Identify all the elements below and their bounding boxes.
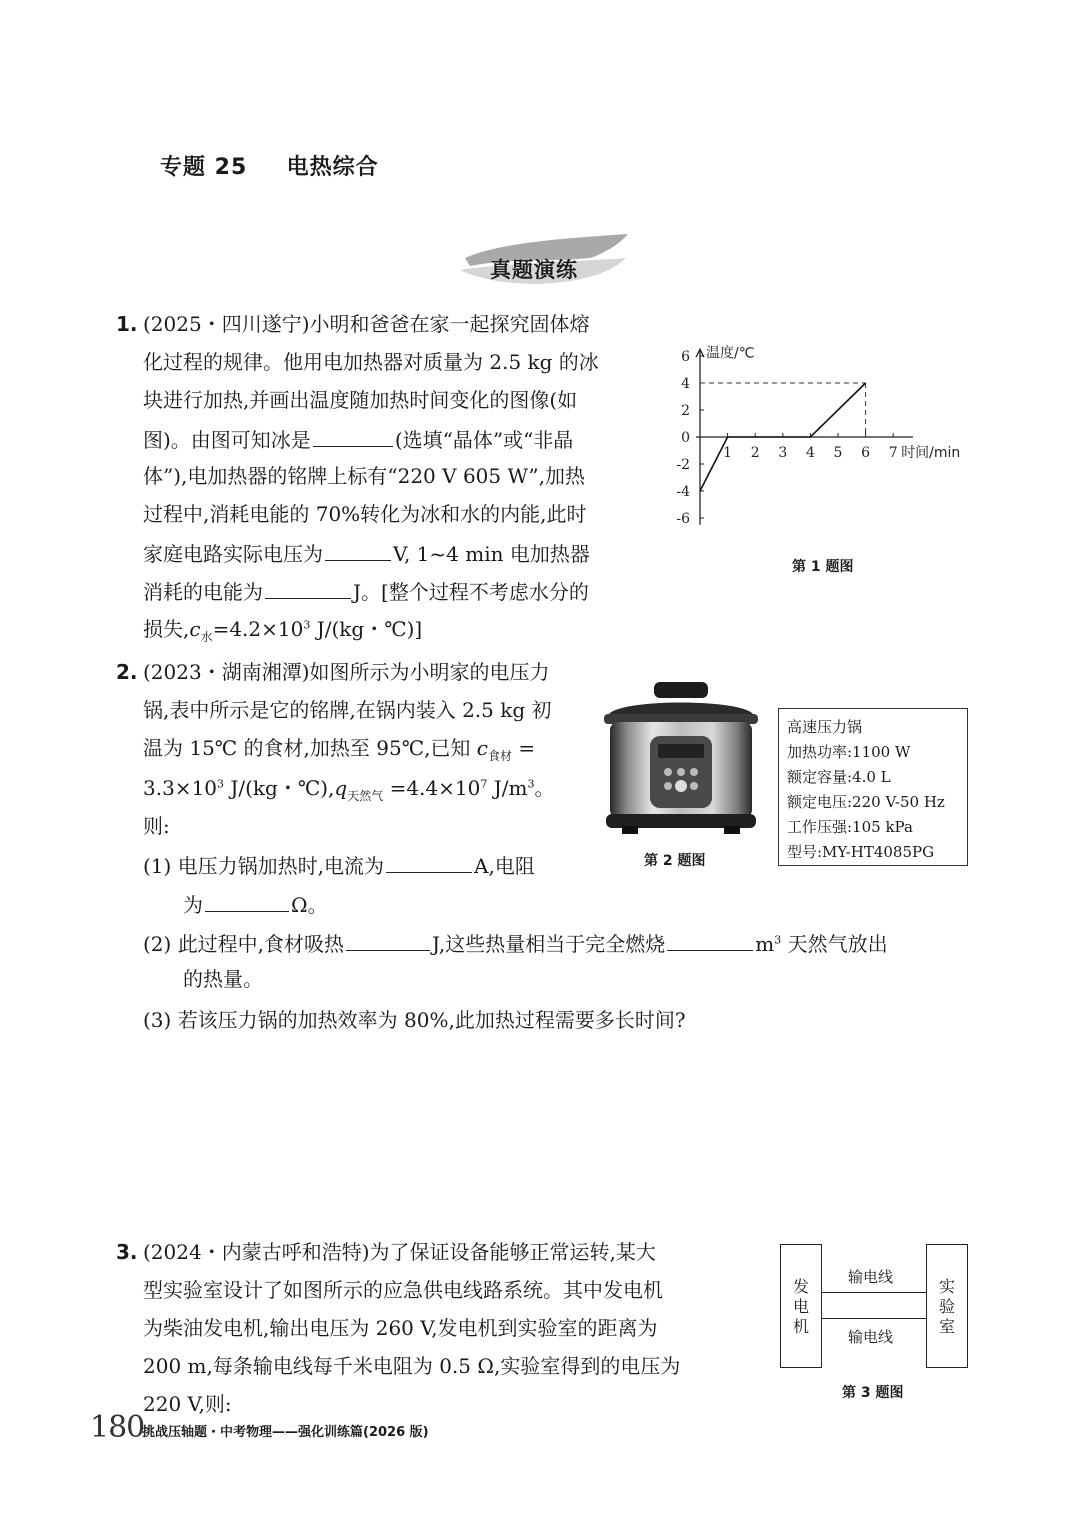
q2-number: 2. [116, 660, 138, 684]
power-line-top [822, 1292, 926, 1293]
q2-part-2-text-c: m [755, 932, 775, 956]
q1-line-1: (2025・四川遂宁)小明和爸爸在家一起探究固体熔 [143, 312, 590, 336]
q1-answer-blank-1[interactable] [313, 426, 393, 447]
q2-part-1-text-a: (1) 电压力锅加热时,电流为 [143, 854, 385, 878]
q1-number: 1. [116, 312, 138, 336]
y-tick-label: 0 [681, 430, 690, 446]
q2-exponent-3: 3 [527, 777, 535, 791]
topic-name: 电热综合 [286, 155, 379, 180]
topic-label: 专题 25 [160, 155, 248, 180]
laboratory-label-char: 验 [938, 1297, 955, 1316]
q2-line-4 [143, 776, 555, 803]
q2-line-4-text-c: =4.4×10 [383, 776, 481, 800]
q2-exponent-1: 3 [217, 777, 225, 791]
y-tick-label: -2 [676, 457, 690, 473]
q1-line-9-text-b: =4.2×10 [212, 617, 304, 641]
q2-line-4-text-e: 。 [534, 776, 555, 800]
x-tick-label: 7 [888, 445, 898, 461]
q2-symbol-q: q [334, 776, 348, 800]
q3-number: 3. [116, 1240, 138, 1264]
generator-label-char: 机 [792, 1317, 809, 1336]
q1-line-7 [143, 540, 590, 566]
q2-part-1-line-1 [143, 852, 535, 878]
q1-line-8 [143, 578, 589, 604]
page-number: 180 [90, 1410, 145, 1445]
q2-nameplate-table [778, 708, 968, 866]
nameplate-row: 工作压强:105 kPa [787, 818, 913, 836]
q2-symbol-c-sub: 食材 [488, 749, 513, 763]
q1-line-4 [143, 426, 573, 452]
y-tick-label: -6 [676, 511, 690, 527]
q1-line-7-text-a: 家庭电路实际电压为 [143, 542, 323, 566]
q2-figure-caption: 第 2 题图 [644, 853, 706, 869]
q1-line-9-text-a: 损失, [143, 617, 190, 641]
x-tick-label: 2 [750, 445, 760, 461]
power-line-top-label: 输电线 [848, 1268, 894, 1286]
nameplate-row: 额定容量:4.0 L [787, 768, 891, 786]
q2-part-2-exponent: 3 [774, 933, 782, 947]
q2-answer-blank-heat[interactable] [346, 930, 430, 951]
section-title: 真题演练 [490, 258, 578, 282]
q1-line-6: 过程中,消耗电能的 70%转化为冰和水的内能,此时 [143, 502, 587, 526]
x-tick-label: 3 [778, 445, 788, 461]
q1-exponent: 3 [303, 618, 311, 632]
laboratory-box [926, 1244, 968, 1368]
x-tick-label: 6 [861, 445, 871, 461]
nameplate-row: 高速压力锅 [787, 718, 863, 736]
q2-part-2-line-1 [143, 930, 888, 956]
q1-line-4-text-b: (选填“晶体”或“非晶 [394, 428, 574, 452]
pressure-cooker-image [592, 676, 770, 844]
q2-line-1: (2023・湖南湘潭)如图所示为小明家的电压力 [143, 660, 550, 684]
q1-line-9 [143, 617, 423, 644]
y-tick-label: -4 [676, 484, 690, 500]
q1-line-8-text-b: J。[整个过程不考虑水分的 [353, 580, 589, 604]
x-tick-label: 4 [805, 445, 815, 461]
generator-label-char: 发 [792, 1277, 809, 1296]
q3-figure-caption: 第 3 题图 [842, 1385, 904, 1401]
q1-line-4-text-a: 图)。由图可知冰是 [143, 428, 311, 452]
q3-line-1: (2024・内蒙古呼和浩特)为了保证设备能够正常运转,某大 [143, 1240, 656, 1264]
q3-power-line-diagram [776, 1244, 970, 1370]
x-tick-label: 1 [723, 445, 733, 461]
q1-line-8-text-a: 消耗的电能为 [143, 580, 263, 604]
q1-answer-blank-2[interactable] [325, 540, 391, 561]
q3-line-4: 200 m,每条输电线每千米电阻为 0.5 Ω,实验室得到的电压为 [143, 1354, 681, 1378]
topic-title [160, 150, 379, 181]
y-tick-label: 4 [681, 376, 690, 392]
q1-symbol-c-sub: 水 [200, 630, 213, 644]
q2-line-3 [143, 736, 536, 763]
power-line-bottom-label: 输电线 [848, 1328, 894, 1346]
q2-part-2-text-d: 天然气放出 [781, 932, 888, 956]
q2-part-1-text-d: Ω。 [291, 893, 328, 917]
q2-part-1-text-b: A,电阻 [474, 854, 535, 878]
q2-symbol-q-sub: 天然气 [347, 789, 384, 803]
q2-symbol-c: c [476, 736, 488, 760]
laboratory-label-char: 实 [938, 1277, 955, 1296]
q1-line-3: 块进行加热,并画出温度随加热时间变化的图像(如 [143, 388, 578, 412]
generator-box [780, 1244, 822, 1368]
q1-answer-blank-3[interactable] [265, 578, 351, 599]
q2-line-3-text-a: 温为 15℃ 的食材,加热至 95℃,已知 [143, 736, 477, 760]
y-tick-label: 6 [681, 349, 690, 365]
q2-part-1-text-c: 为 [183, 893, 203, 917]
q2-answer-blank-current[interactable] [386, 852, 472, 873]
q2-line-5: 则: [143, 814, 170, 838]
q2-part-1-line-2 [183, 891, 328, 917]
laboratory-label-char: 室 [938, 1317, 955, 1336]
q2-part-2-text-a: (2) 此过程中,食材吸热 [143, 932, 345, 956]
book-title: 挑战压轴题・中考物理——强化训练篇(2026 版) [142, 1425, 429, 1440]
q2-line-4-text-d: J/m [487, 776, 528, 800]
q1-line-7-text-b: V, 1~4 min 电加热器 [393, 542, 590, 566]
q1-line-5: 体”),电加热器的铭牌上标有“220 V 605 W”,加热 [143, 464, 585, 488]
x-axis-label: 时间/min [901, 445, 961, 461]
q1-temperature-time-chart [660, 322, 980, 552]
q2-line-2: 锅,表中所示是它的铭牌,在锅内装入 2.5 kg 初 [143, 698, 552, 722]
nameplate-row: 型号:MY-HT4085PG [787, 843, 935, 861]
q1-figure-caption: 第 1 题图 [792, 559, 854, 575]
x-tick-label: 5 [833, 445, 843, 461]
q2-line-3-text-b: = [512, 736, 536, 760]
q2-exponent-2: 7 [480, 777, 488, 791]
q2-answer-blank-resistance[interactable] [205, 891, 289, 912]
nameplate-row: 额定电压:220 V-50 Hz [787, 793, 945, 811]
q2-part-2-line-2: 的热量。 [183, 967, 263, 991]
q3-line-3: 为柴油发电机,输出电压为 260 V,发电机到实验室的距离为 [143, 1316, 658, 1340]
y-tick-label: 2 [681, 403, 690, 419]
q2-answer-blank-gas-volume[interactable] [667, 930, 753, 951]
y-axis-label: 温度/℃ [706, 345, 755, 362]
q3-line-5: 220 V,则: [143, 1392, 232, 1416]
q1-symbol-c: c [189, 617, 201, 641]
nameplate-row: 加热功率:1100 W [787, 743, 911, 761]
generator-label-char: 电 [792, 1297, 809, 1316]
q1-line-9-text-d: J/(kg・℃)] [310, 617, 423, 641]
q1-line-2: 化过程的规律。他用电加热器对质量为 2.5 kg 的冰 [143, 350, 599, 374]
q2-line-4-text-a: 3.3×10 [143, 776, 218, 800]
q2-line-4-text-b: J/(kg・℃), [224, 776, 335, 800]
q3-line-2: 型实验室设计了如图所示的应急供电线路系统。其中发电机 [143, 1278, 663, 1302]
q2-part-3: (3) 若该压力锅的加热效率为 80%,此加热过程需要多长时间? [143, 1008, 686, 1032]
power-line-bottom [822, 1318, 926, 1319]
q2-part-2-text-b: J,这些热量相当于完全燃烧 [432, 932, 666, 956]
